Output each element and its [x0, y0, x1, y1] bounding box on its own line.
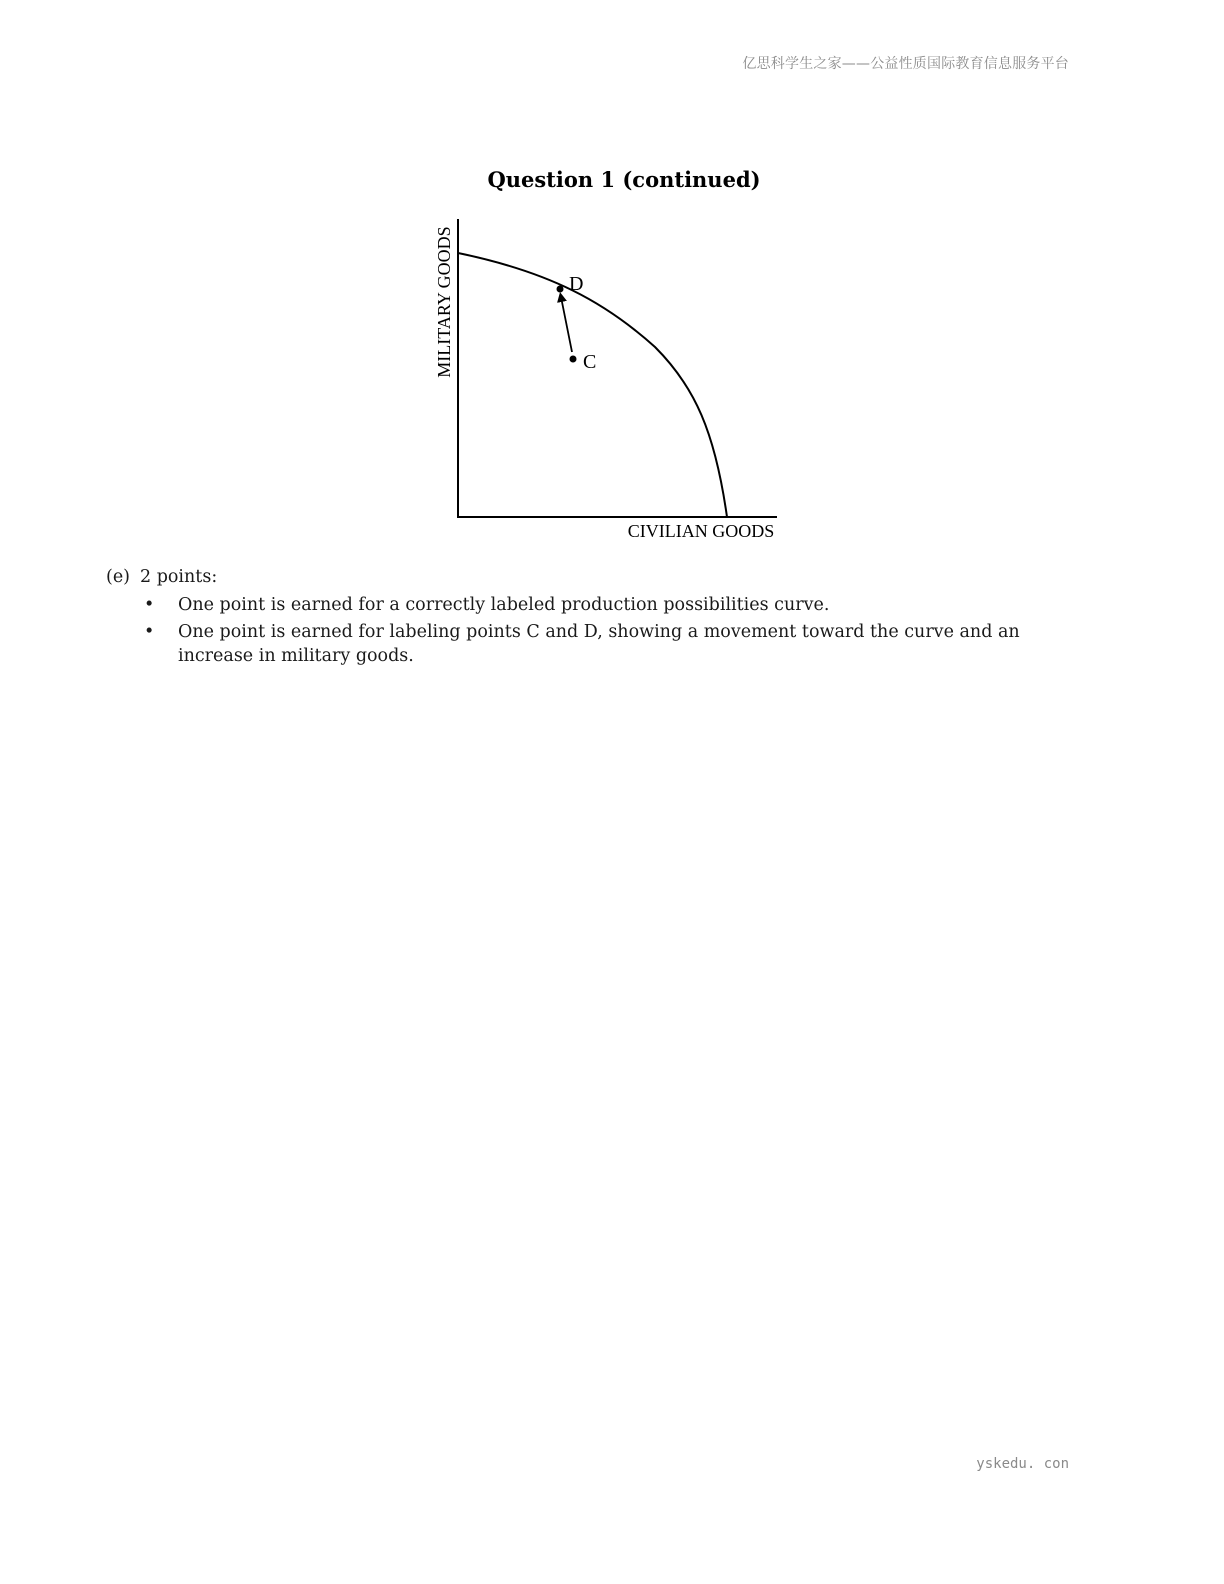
y-axis-label: MILITARY GOODS: [434, 226, 454, 378]
point-c: [570, 356, 577, 363]
footer-site: yskedu. con: [976, 1456, 1069, 1472]
bullet-text: One point is earned for a correctly labeled production possibilities curve.: [178, 595, 830, 615]
point-d-label: D: [569, 273, 584, 295]
header-watermark: 亿思科学生之家——公益性质国际教育信息服务平台: [742, 56, 1069, 72]
list-item: [106, 593, 1096, 617]
ppc-diagram-svg: [430, 212, 790, 547]
bullet-text: One point is earned for labeling points C and D, showing a movement toward the curve and an increase in military goods.: [178, 622, 1020, 666]
point-c-label: C: [583, 351, 597, 373]
points-text: 2 points:: [140, 567, 218, 587]
point-d: [557, 286, 564, 293]
bullet-icon: •: [144, 622, 155, 642]
scoring-bullets: [106, 593, 1096, 668]
production-possibilities-curve: [458, 253, 727, 517]
part-heading: [106, 565, 1096, 589]
x-axis-label: CIVILIAN GOODS: [627, 521, 775, 541]
bullet-icon: •: [144, 595, 155, 615]
ppc-diagram: [430, 212, 790, 547]
movement-arrow: [561, 297, 572, 352]
list-item: [106, 620, 1096, 668]
part-label: (e): [106, 567, 131, 587]
page-title: Question 1 (continued): [487, 167, 761, 192]
scoring-guidelines: [106, 565, 1096, 671]
